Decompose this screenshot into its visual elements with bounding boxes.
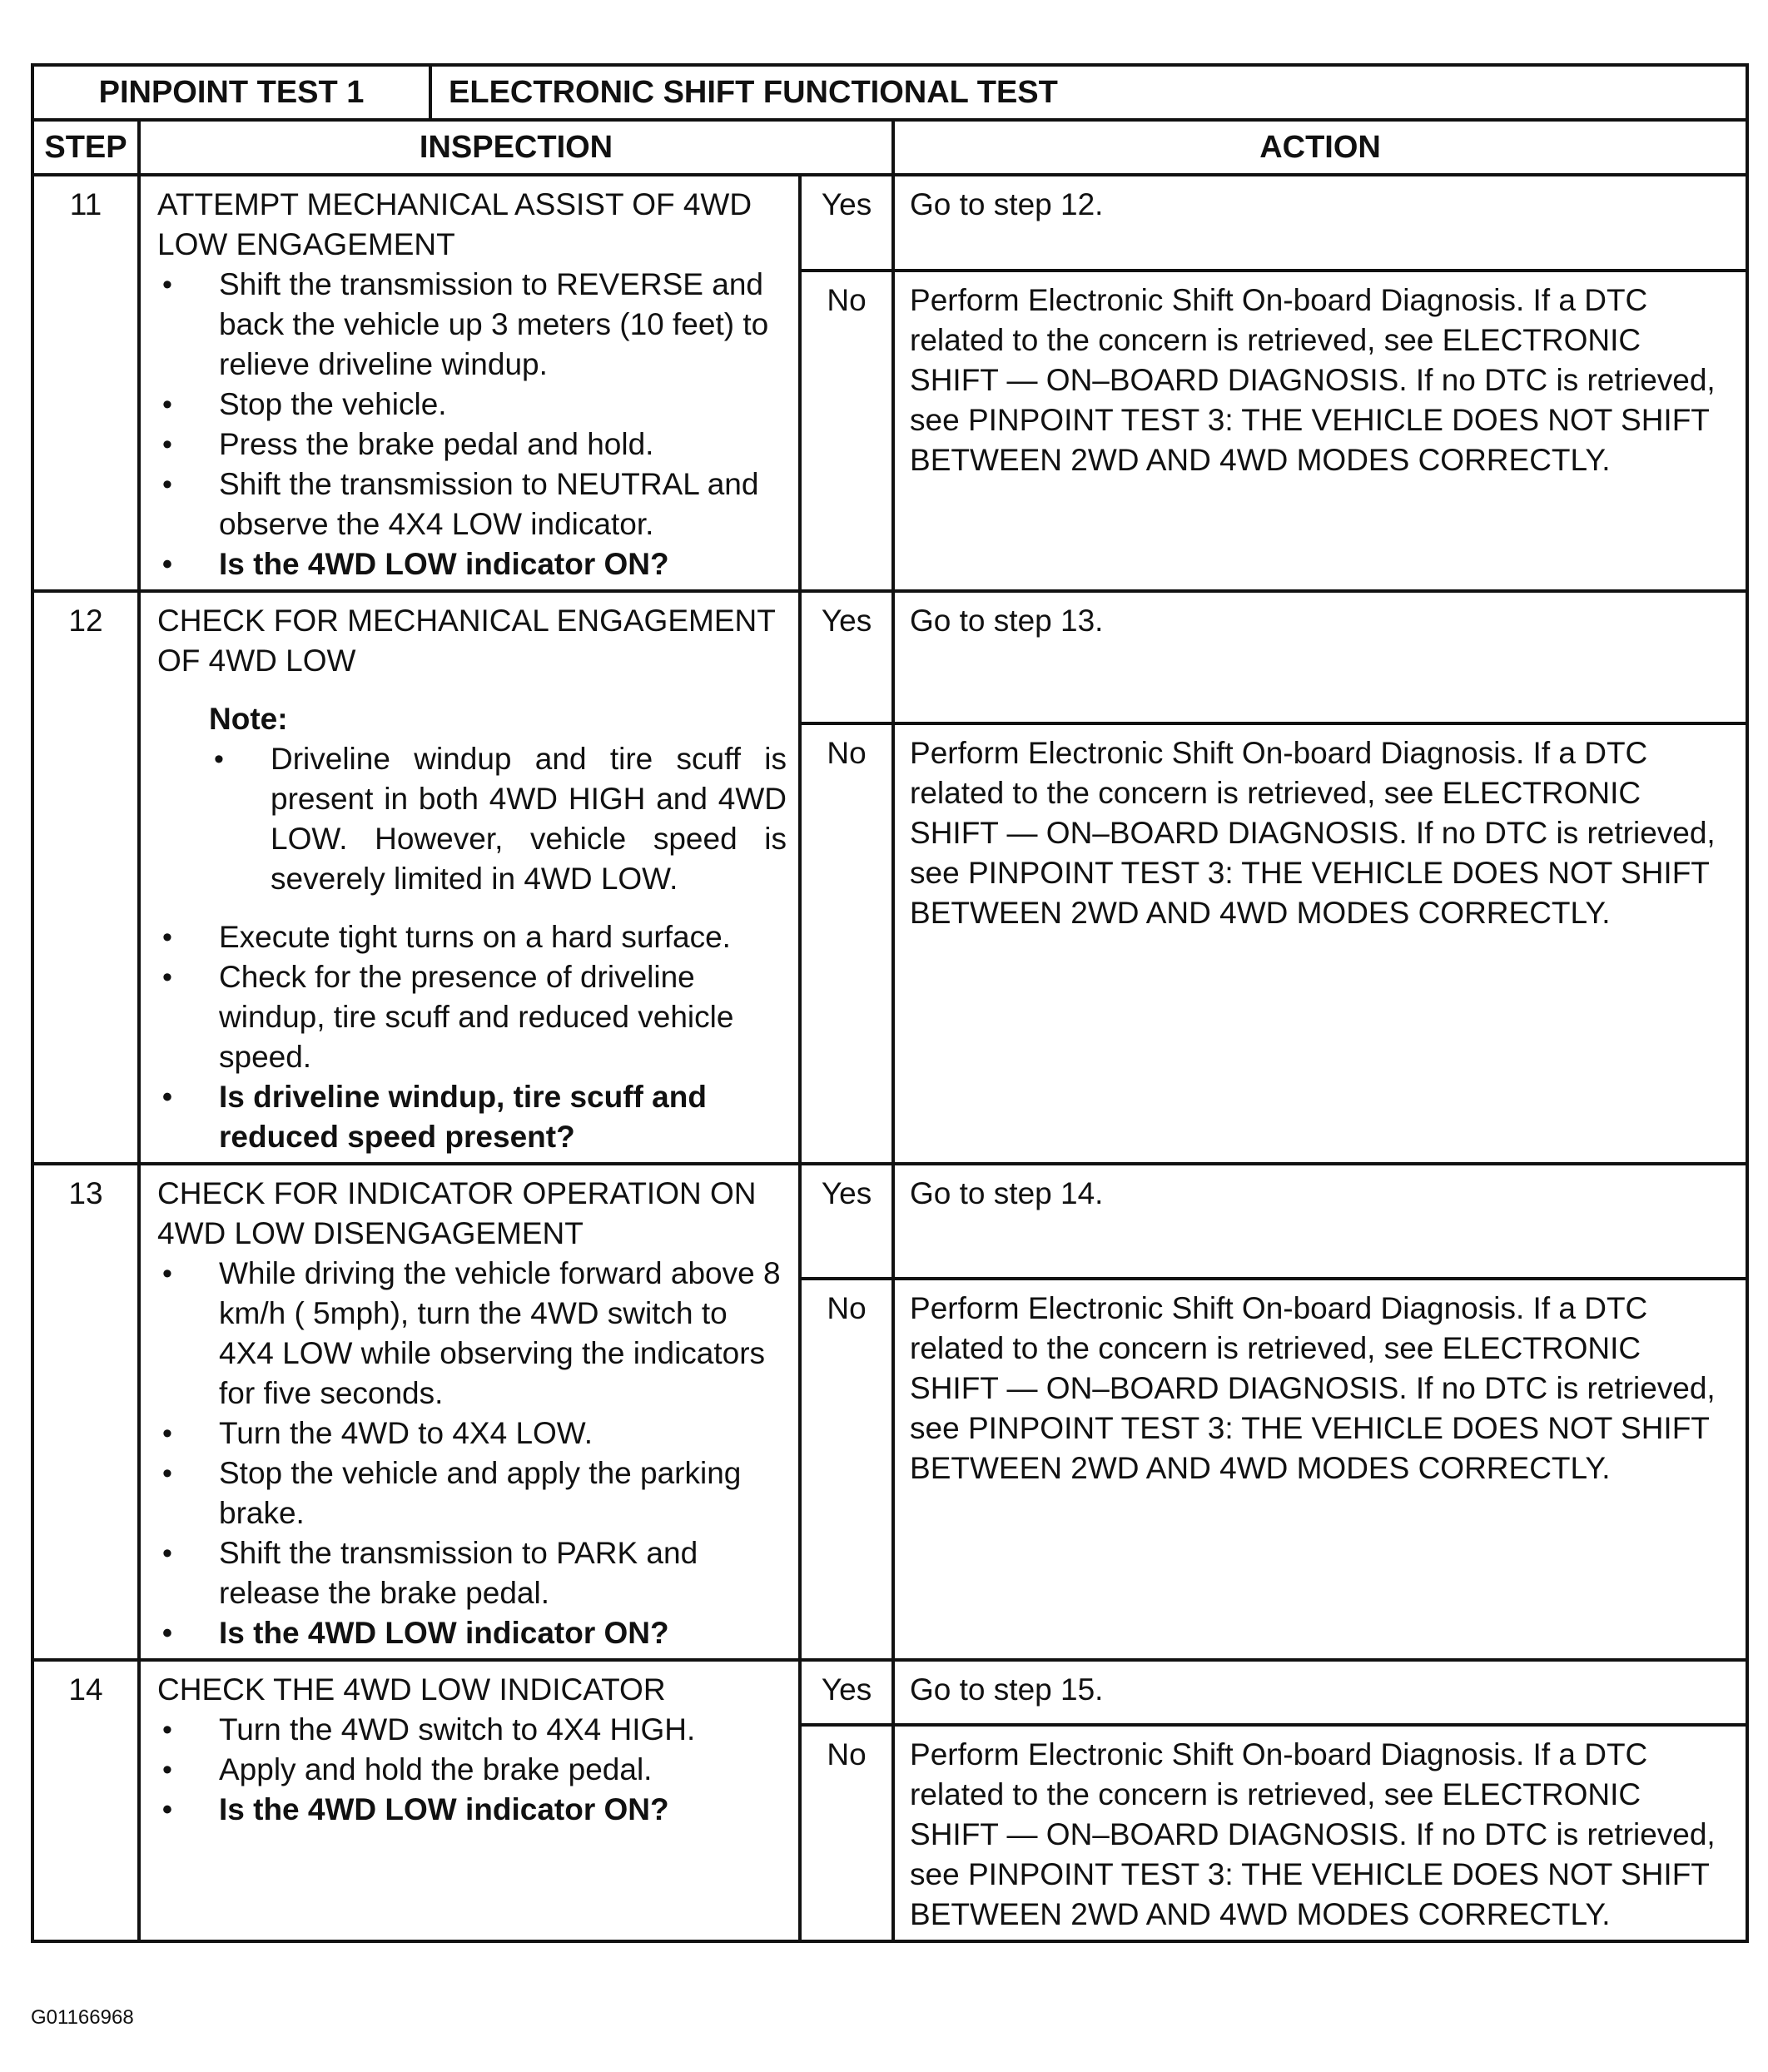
yes-action: Go to step 13.: [893, 591, 1747, 723]
note-bullets: [209, 739, 787, 899]
note-bullet: • Driveline windup and tire scuff is present in both 4WD HIGH and 4WD LOW. However, vehicle speed is severely limited in 4WD LOW.: [209, 739, 787, 899]
inspection-bullets: [157, 1254, 787, 1653]
step-title: ATTEMPT MECHANICAL ASSIST OF 4WD LOW ENGAGEMENT: [157, 187, 752, 261]
no-action: Perform Electronic Shift On-board Diagnosis. If a DTC related to the concern is retrieved, see ELECTRONIC SHIFT — ON–BOARD DIAGNOSIS. If no DTC is retrieved, see PINPOINT TEST 3: THE VEHICLE DOES NOT SHIFT BETWEEN 2WD AND 4WD MODES CORRECTLY.: [893, 271, 1747, 591]
step-number: 11: [32, 175, 139, 591]
yes-label: Yes: [800, 175, 893, 271]
inspection-bullet: • Stop the vehicle.: [157, 385, 787, 425]
step-row: [32, 1164, 1747, 1279]
step-number: 12: [32, 591, 139, 1164]
title-row: [32, 65, 1747, 120]
inspection-bullet: • Turn the 4WD to 4X4 LOW.: [157, 1414, 787, 1453]
inspection-bullet: • Shift the transmission to PARK and release the brake pedal.: [157, 1533, 787, 1613]
inspection-cell: [139, 1164, 800, 1660]
step-title: CHECK FOR MECHANICAL ENGAGEMENT OF 4WD LOW: [157, 604, 776, 678]
step-number: 13: [32, 1164, 139, 1660]
no-action: Perform Electronic Shift On-board Diagnosis. If a DTC related to the concern is retrieved, see ELECTRONIC SHIFT — ON–BOARD DIAGNOSIS. If no DTC is retrieved, see PINPOINT TEST 3: THE VEHICLE DOES NOT SHIFT BETWEEN 2WD AND 4WD MODES CORRECTLY.: [893, 1279, 1747, 1660]
inspection-bullet: • Shift the transmission to NEUTRAL and observe the 4X4 LOW indicator.: [157, 465, 787, 544]
inspection-bullet: • Check for the presence of driveline windup, tire scuff and reduced vehicle speed.: [157, 957, 787, 1077]
inspection-bullets: [157, 1710, 787, 1830]
no-label: No: [800, 1279, 893, 1660]
inspection-bullets: [157, 917, 787, 1157]
no-action: Perform Electronic Shift On-board Diagnosis. If a DTC related to the concern is retrieved, see ELECTRONIC SHIFT — ON–BOARD DIAGNOSIS. If no DTC is retrieved, see PINPOINT TEST 3: THE VEHICLE DOES NOT SHIFT BETWEEN 2WD AND 4WD MODES CORRECTLY.: [893, 723, 1747, 1164]
step-row: [32, 175, 1747, 271]
no-action: Perform Electronic Shift On-board Diagnosis. If a DTC related to the concern is retrieved, see ELECTRONIC SHIFT — ON–BOARD DIAGNOSIS. If no DTC is retrieved, see PINPOINT TEST 3: THE VEHICLE DOES NOT SHIFT BETWEEN 2WD AND 4WD MODES CORRECTLY.: [893, 1725, 1747, 1941]
yes-label: Yes: [800, 1660, 893, 1725]
inspection-bullet: • While driving the vehicle forward above 8 km/h ( 5mph), turn the 4WD switch to 4X4 LOW while observing the indicators for five seconds.: [157, 1254, 787, 1414]
step-title: CHECK FOR INDICATOR OPERATION ON 4WD LOW DISENGAGEMENT: [157, 1176, 757, 1250]
figure-id: G01166968: [31, 2006, 134, 2029]
inspection-cell: [139, 1660, 800, 1941]
inspection-bullet: • Apply and hold the brake pedal.: [157, 1750, 787, 1790]
yes-action: Go to step 12.: [893, 175, 1747, 271]
inspection-column-header: INSPECTION: [139, 120, 893, 175]
step-column-header: STEP: [32, 120, 139, 175]
yes-label: Yes: [800, 1164, 893, 1279]
pinpoint-test-table: [31, 63, 1749, 1943]
inspection-bullet: • Turn the 4WD switch to 4X4 HIGH.: [157, 1710, 787, 1750]
yes-label: Yes: [800, 591, 893, 723]
column-header-row: [32, 120, 1747, 175]
yes-action: Go to step 15.: [893, 1660, 1747, 1725]
yes-action: Go to step 14.: [893, 1164, 1747, 1279]
no-label: No: [800, 1725, 893, 1941]
inspection-bullet: • Stop the vehicle and apply the parking brake.: [157, 1453, 787, 1533]
inspection-bullet: • Execute tight turns on a hard surface.: [157, 917, 787, 957]
no-label: No: [800, 723, 893, 1164]
no-label: No: [800, 271, 893, 591]
note-block: [209, 699, 787, 899]
inspection-bullet: • Shift the transmission to REVERSE and back the vehicle up 3 meters (10 feet) to relieve driveline windup.: [157, 265, 787, 385]
step-row: [32, 1660, 1747, 1725]
action-column-header: ACTION: [893, 120, 1747, 175]
inspection-bullets: [157, 265, 787, 584]
inspection-question: • Is the 4WD LOW indicator ON?: [157, 544, 787, 584]
inspection-question: • Is the 4WD LOW indicator ON?: [157, 1613, 787, 1653]
step-title: CHECK THE 4WD LOW INDICATOR: [157, 1672, 666, 1707]
inspection-bullet: • Press the brake pedal and hold.: [157, 425, 787, 465]
note-label: Note:: [209, 702, 288, 736]
step-number: 14: [32, 1660, 139, 1941]
inspection-question: • Is the 4WD LOW indicator ON?: [157, 1790, 787, 1830]
test-label: PINPOINT TEST 1: [32, 65, 430, 120]
inspection-question: • Is driveline windup, tire scuff and reduced speed present?: [157, 1077, 787, 1157]
step-row: [32, 591, 1747, 723]
inspection-cell: [139, 591, 800, 1164]
test-title: ELECTRONIC SHIFT FUNCTIONAL TEST: [430, 65, 1747, 120]
inspection-cell: [139, 175, 800, 591]
